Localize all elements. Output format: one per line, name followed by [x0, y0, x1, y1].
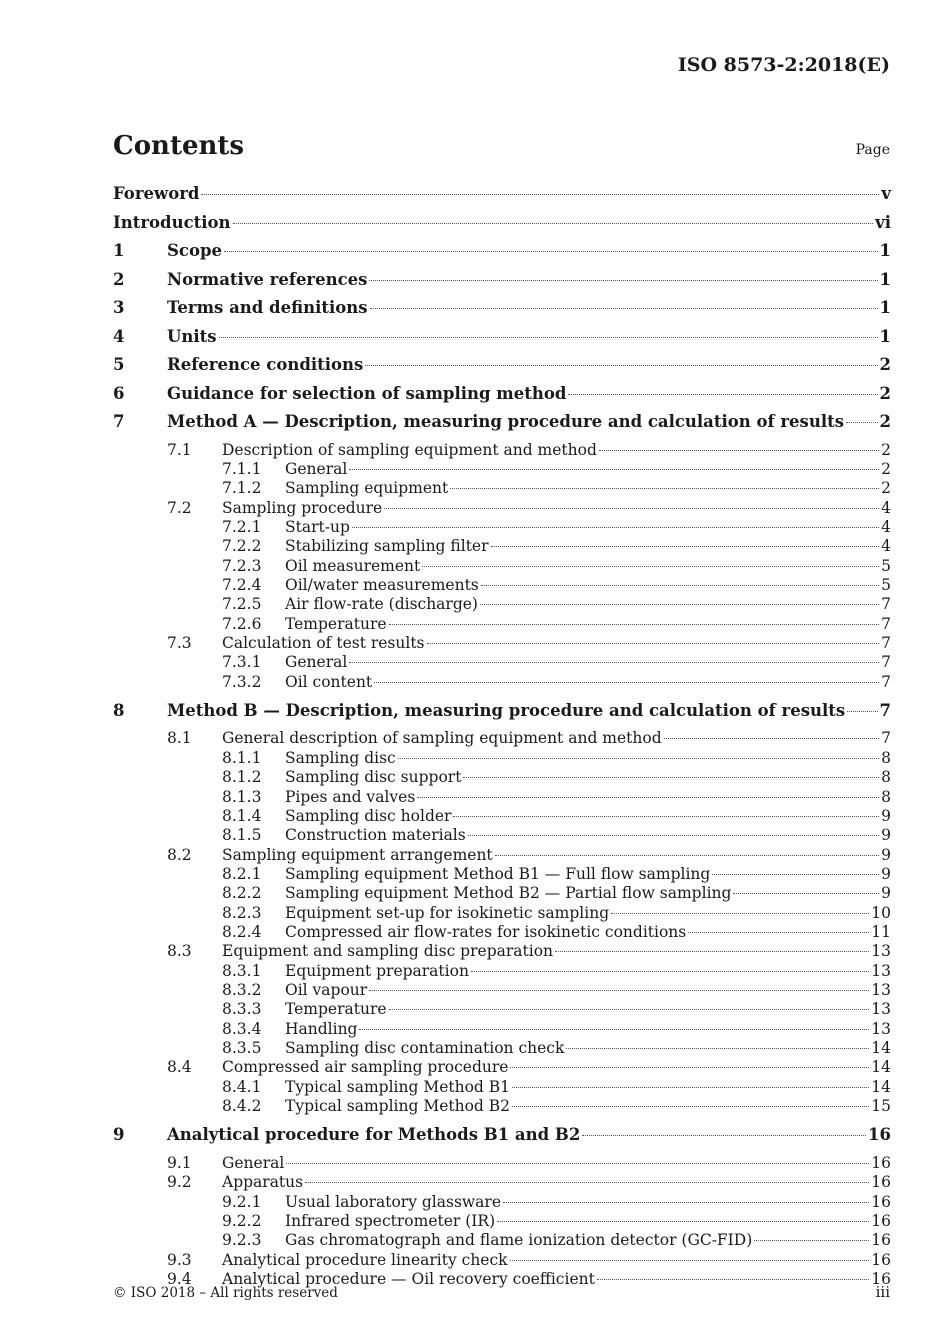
toc-entry-number: 8.3.3 — [222, 1000, 262, 1019]
toc-entry[interactable] — [113, 962, 891, 981]
dot-leader — [597, 1279, 869, 1280]
toc-entry-page[interactable]: 13 — [871, 980, 891, 999]
toc-entry[interactable] — [113, 729, 891, 748]
toc-entry-page[interactable]: 16 — [871, 1173, 891, 1192]
toc-entry[interactable] — [113, 327, 891, 356]
toc-entry-number: 8.1.2 — [222, 768, 262, 787]
toc-entry-title[interactable]: Temperature — [285, 614, 387, 633]
toc-entry[interactable] — [113, 904, 891, 923]
toc-entry[interactable] — [113, 441, 891, 460]
dot-leader — [369, 280, 877, 281]
toc-entry-page[interactable]: 5 — [881, 575, 891, 594]
dot-leader — [427, 643, 880, 644]
toc-entry-number: 9.3 — [167, 1250, 192, 1269]
toc-entry[interactable] — [113, 460, 891, 479]
toc-entry-number: 4 — [113, 326, 125, 346]
toc-entry-page[interactable]: vi — [875, 212, 891, 232]
toc-entry-number: 7.3.2 — [222, 672, 262, 691]
dot-leader — [224, 251, 878, 252]
dot-leader — [568, 394, 877, 395]
toc-entry[interactable] — [113, 1212, 891, 1231]
toc-entry-title[interactable]: Terms and definitions — [167, 298, 368, 317]
dot-leader — [510, 1067, 869, 1068]
toc-entry-title[interactable]: Method B — Description, measuring procedure and calculation of results — [167, 700, 846, 720]
toc-entry-number: 8.4.1 — [222, 1077, 262, 1096]
toc-entry[interactable] — [113, 557, 891, 576]
toc-entry-page[interactable]: 7 — [881, 595, 891, 614]
toc-entry[interactable] — [113, 826, 891, 845]
toc-entry-title[interactable]: Infrared spectrometer (IR) — [285, 1211, 496, 1230]
toc-entry[interactable] — [113, 1097, 891, 1116]
toc-entry-title[interactable]: Sampling disc contamination check — [285, 1038, 565, 1057]
dot-leader — [422, 566, 879, 567]
toc-entry-page[interactable]: 1 — [879, 269, 891, 289]
toc-entry-page[interactable]: 2 — [881, 440, 891, 459]
toc-entry[interactable] — [113, 1193, 891, 1212]
toc-entry-title[interactable]: Gas chromatograph and flame ionization detector (GC-FID) — [285, 1231, 753, 1250]
toc-entry-number: 7.3.1 — [222, 653, 262, 672]
toc-entry[interactable] — [113, 807, 891, 826]
toc-entry[interactable] — [113, 499, 891, 518]
toc-entry-number: 7.2 — [167, 498, 192, 517]
dot-leader — [497, 1221, 869, 1222]
toc-entry-number: 9.4 — [167, 1269, 192, 1288]
dot-leader — [349, 662, 879, 663]
dot-leader — [365, 365, 877, 366]
toc-entry-number: 8.2.4 — [222, 922, 262, 941]
toc-entry-page[interactable]: 4 — [881, 517, 891, 536]
toc-entry-page[interactable]: 9 — [881, 806, 891, 825]
toc-entry-page[interactable]: 7 — [881, 614, 891, 633]
toc-entry-page[interactable]: 7 — [881, 729, 891, 748]
dot-leader — [286, 1163, 869, 1164]
toc-entry-number: 7.2.3 — [222, 556, 262, 575]
toc-entry-title[interactable]: Temperature — [285, 1000, 387, 1019]
toc-entry[interactable] — [113, 270, 891, 299]
toc-entry-page[interactable]: 11 — [871, 922, 891, 941]
toc-entry-number: 7.1 — [167, 440, 192, 459]
toc-entry-title[interactable]: Analytical procedure linearity check — [222, 1250, 508, 1269]
dot-leader — [555, 951, 869, 952]
dot-leader — [847, 711, 877, 712]
page-column-label: Page — [855, 142, 890, 158]
toc-entry-page[interactable]: 10 — [871, 903, 891, 922]
toc-entry-number: 8.3.5 — [222, 1038, 262, 1057]
toc-entry-title[interactable]: Sampling disc support — [285, 768, 462, 787]
toc-entry-number: 1 — [113, 241, 125, 260]
toc-entry[interactable] — [113, 846, 891, 865]
toc-entry[interactable] — [113, 298, 891, 327]
toc-entry-title[interactable]: Usual laboratory glassware — [285, 1192, 502, 1211]
table-of-contents — [113, 184, 891, 1289]
toc-entry-number: 8.3.4 — [222, 1019, 262, 1038]
dot-leader — [352, 527, 879, 528]
toc-entry-page[interactable]: 2 — [879, 355, 891, 374]
toc-entry-number: 9.2 — [167, 1173, 192, 1192]
dot-leader — [201, 194, 879, 195]
toc-entry-number: 9 — [113, 1125, 125, 1145]
toc-entry-number: 8.2.3 — [222, 903, 262, 922]
toc-entry[interactable] — [113, 355, 891, 384]
toc-entry-title[interactable]: Calculation of test results — [222, 633, 425, 652]
toc-entry-title[interactable]: Analytical procedure — Oil recovery coefficient — [222, 1269, 595, 1288]
toc-entry-page[interactable]: 13 — [871, 1000, 891, 1019]
dot-leader — [384, 508, 879, 509]
toc-entry-number: 8.3.2 — [222, 980, 262, 999]
toc-entry-number: 9.2.3 — [222, 1231, 262, 1250]
toc-entry-number: 7.2.4 — [222, 575, 262, 594]
toc-entry-number: 3 — [113, 298, 125, 317]
toc-entry[interactable] — [113, 1231, 891, 1250]
toc-entry-title[interactable]: Pipes and valves — [285, 787, 416, 806]
toc-entry-page[interactable]: 8 — [881, 787, 891, 806]
dot-leader — [582, 1135, 866, 1136]
toc-entry-number: 5 — [113, 355, 125, 374]
toc-entry-title[interactable]: Method A — Description, measuring procedure and calculation of results — [167, 412, 845, 431]
toc-entry-title[interactable]: Apparatus — [222, 1173, 304, 1192]
toc-entry-number: 7.2.6 — [222, 614, 262, 633]
dot-leader — [370, 308, 878, 309]
toc-entry-page[interactable]: 9 — [881, 845, 891, 864]
toc-entry-title[interactable]: General description of sampling equipment and method — [222, 729, 662, 748]
dot-leader — [510, 1260, 870, 1261]
toc-entry-title[interactable]: Typical sampling Method B2 — [285, 1097, 511, 1115]
toc-entry-page[interactable]: 16 — [871, 1211, 891, 1230]
toc-entry-page[interactable]: 1 — [879, 298, 891, 317]
toc-entry-title[interactable]: Foreword — [113, 184, 200, 203]
toc-entry-title[interactable]: Compressed air flow-rates for isokinetic conditions — [285, 922, 687, 941]
toc-entry-title[interactable]: Oil measurement — [285, 556, 421, 575]
toc-entry-title[interactable]: Sampling procedure — [222, 498, 383, 517]
dot-leader — [219, 337, 878, 338]
toc-entry[interactable] — [113, 865, 891, 884]
toc-entry-page[interactable]: 16 — [871, 1269, 891, 1288]
dot-leader — [712, 874, 879, 875]
toc-entry-page[interactable]: 16 — [871, 1192, 891, 1211]
dot-leader — [359, 1029, 869, 1030]
toc-entry-page[interactable]: 8 — [881, 748, 891, 767]
toc-entry-title[interactable]: Guidance for selection of sampling method — [167, 383, 567, 403]
toc-entry-number: 7 — [113, 412, 125, 431]
toc-entry[interactable] — [113, 1000, 891, 1019]
toc-entry-title[interactable]: Description of sampling equipment and method — [222, 440, 597, 459]
toc-entry-number: 7.1.1 — [222, 459, 262, 478]
dot-leader — [733, 893, 879, 894]
toc-entry[interactable] — [113, 1020, 891, 1039]
toc-entry-page[interactable]: 13 — [871, 961, 891, 980]
dot-leader — [754, 1240, 869, 1241]
toc-entry-page[interactable]: 15 — [871, 1097, 891, 1115]
toc-entry-title[interactable]: Start-up — [285, 517, 350, 536]
dot-leader — [389, 624, 880, 625]
toc-entry-page[interactable]: 13 — [871, 942, 891, 961]
toc-entry-number: 8.1 — [167, 729, 192, 748]
toc-entry-number: 7.3 — [167, 633, 192, 652]
toc-entry-number: 8.3 — [167, 942, 192, 961]
contents-title: Contents — [113, 131, 245, 161]
toc-entry-number: 8.1.5 — [222, 826, 262, 845]
toc-entry[interactable] — [113, 1125, 891, 1154]
toc-entry-title[interactable]: Stabilizing sampling filter — [285, 537, 489, 556]
dot-leader — [417, 797, 879, 798]
toc-entry-title[interactable]: Sampling disc holder — [285, 806, 452, 825]
toc-entry-page[interactable]: 9 — [881, 826, 891, 845]
dot-leader — [688, 932, 869, 933]
toc-entry[interactable] — [113, 595, 891, 614]
toc-entry-number: 7.2.5 — [222, 595, 262, 614]
toc-entry-page[interactable]: 7 — [879, 700, 891, 720]
dot-leader — [369, 990, 869, 991]
dot-leader — [305, 1182, 869, 1183]
toc-entry-title[interactable]: Air flow-rate (discharge) — [285, 595, 478, 614]
toc-entry-number: 9.1 — [167, 1153, 192, 1172]
toc-entry-title[interactable]: Sampling equipment — [285, 479, 449, 498]
dot-leader — [468, 835, 879, 836]
toc-entry-page[interactable]: 16 — [871, 1231, 891, 1250]
toc-entry-page[interactable]: 1 — [879, 241, 891, 260]
toc-entry-number: 8.1.1 — [222, 748, 262, 767]
dot-leader — [398, 758, 879, 759]
toc-entry-page[interactable]: 2 — [879, 383, 891, 403]
toc-entry-page[interactable]: 16 — [868, 1125, 891, 1145]
dot-leader — [450, 488, 879, 489]
toc-entry-page[interactable]: 4 — [881, 498, 891, 517]
toc-entry-title[interactable]: Oil content — [285, 672, 373, 691]
toc-entry-title[interactable]: Sampling equipment arrangement — [222, 845, 493, 864]
toc-entry-title[interactable]: Equipment set-up for isokinetic sampling — [285, 903, 610, 922]
toc-entry-page[interactable]: 16 — [871, 1153, 891, 1172]
toc-entry[interactable] — [113, 576, 891, 595]
toc-entry-page[interactable]: 14 — [871, 1038, 891, 1057]
toc-entry[interactable] — [113, 1078, 891, 1097]
dot-leader — [503, 1202, 869, 1203]
dot-leader — [374, 682, 879, 683]
toc-entry-number: 8.2.1 — [222, 864, 262, 883]
toc-entry-title[interactable]: Reference conditions — [167, 355, 364, 374]
dot-leader — [481, 585, 879, 586]
dot-leader — [471, 971, 869, 972]
toc-entry-title[interactable]: Construction materials — [285, 826, 466, 845]
toc-entry-page[interactable]: 7 — [881, 672, 891, 691]
toc-entry-number: 2 — [113, 269, 125, 289]
toc-entry-title[interactable]: Introduction — [113, 212, 231, 232]
toc-entry-title[interactable]: Sampling disc — [285, 748, 396, 767]
toc-entry[interactable] — [113, 241, 891, 270]
toc-entry-title[interactable]: General — [285, 653, 348, 672]
toc-entry[interactable] — [113, 615, 891, 634]
toc-entry[interactable] — [113, 479, 891, 498]
toc-entry-number: 8 — [113, 700, 125, 720]
dot-leader — [463, 777, 879, 778]
toc-entry[interactable] — [113, 788, 891, 807]
toc-entry-page[interactable]: 2 — [881, 459, 891, 478]
toc-entry[interactable] — [113, 1058, 891, 1077]
toc-entry-number: 7.2.2 — [222, 537, 262, 556]
toc-entry-title[interactable]: Units — [167, 326, 217, 346]
toc-entry-title[interactable]: Sampling equipment Method B1 — Full flow sampling — [285, 864, 711, 883]
toc-entry[interactable] — [113, 884, 891, 903]
dot-leader — [566, 1048, 869, 1049]
toc-entry[interactable] — [113, 384, 891, 413]
toc-entry-number: 7.2.1 — [222, 517, 262, 536]
toc-entry-title[interactable]: Equipment preparation — [285, 961, 469, 980]
dot-leader — [389, 1009, 870, 1010]
standard-code: ISO 8573-2:2018(E) — [677, 54, 890, 76]
toc-entry-title[interactable]: Handling — [285, 1019, 358, 1038]
toc-entry[interactable] — [113, 673, 891, 692]
toc-entry-number: 8.1.4 — [222, 806, 262, 825]
toc-entry-page[interactable]: 7 — [881, 633, 891, 652]
toc-entry-number: 8.4.2 — [222, 1097, 262, 1115]
toc-entry-title[interactable]: Scope — [167, 241, 223, 260]
dot-leader — [611, 913, 869, 914]
dot-leader — [664, 738, 880, 739]
dot-leader — [233, 223, 874, 224]
toc-entry-title[interactable]: Oil/water measurements — [285, 575, 479, 594]
toc-entry-title[interactable]: Compressed air sampling procedure — [222, 1058, 509, 1077]
toc-entry[interactable] — [113, 1173, 891, 1192]
toc-entry-page[interactable]: 14 — [871, 1058, 891, 1077]
dot-leader — [480, 604, 879, 605]
toc-entry-title[interactable]: Analytical procedure for Methods B1 and B2 — [167, 1125, 581, 1145]
toc-entry-title[interactable]: Equipment and sampling disc preparation — [222, 942, 554, 961]
toc-entry-page[interactable]: 2 — [879, 412, 891, 431]
page-number: iii — [875, 1283, 890, 1301]
toc-entry-page[interactable]: 9 — [881, 884, 891, 903]
dot-leader — [453, 816, 879, 817]
toc-entry[interactable] — [113, 1251, 891, 1270]
toc-entry-title[interactable]: Oil vapour — [285, 980, 368, 999]
toc-entry-title[interactable]: Normative references — [167, 269, 368, 289]
toc-entry-page[interactable]: 16 — [871, 1250, 891, 1269]
toc-entry-page[interactable]: 1 — [879, 326, 891, 346]
toc-entry[interactable] — [113, 749, 891, 768]
toc-entry-number: 6 — [113, 383, 125, 403]
toc-entry[interactable] — [113, 1154, 891, 1173]
toc-entry-number: 8.4 — [167, 1058, 192, 1077]
toc-entry-page[interactable]: 7 — [881, 653, 891, 672]
toc-entry[interactable] — [113, 942, 891, 961]
toc-entry[interactable] — [113, 1039, 891, 1058]
toc-entry[interactable] — [113, 518, 891, 537]
toc-entry-title[interactable]: General — [285, 459, 348, 478]
dot-leader — [495, 855, 879, 856]
toc-entry-number: 7.1.2 — [222, 479, 262, 498]
toc-entry[interactable] — [113, 184, 891, 213]
toc-entry-page[interactable]: 4 — [881, 537, 891, 556]
dot-leader — [349, 469, 879, 470]
toc-entry-number: 8.2 — [167, 845, 192, 864]
toc-entry[interactable] — [113, 768, 891, 787]
toc-entry[interactable] — [113, 701, 891, 730]
dot-leader — [491, 546, 880, 547]
toc-entry-title[interactable]: General — [222, 1153, 285, 1172]
toc-entry[interactable] — [113, 412, 891, 441]
copyright-notice: © ISO 2018 – All rights reserved — [113, 1285, 338, 1301]
toc-entry-page[interactable]: 14 — [871, 1077, 891, 1096]
toc-entry-page[interactable]: 13 — [871, 1019, 891, 1038]
toc-entry-number: 8.3.1 — [222, 961, 262, 980]
toc-entry-page[interactable]: v — [881, 184, 891, 203]
toc-entry[interactable] — [113, 923, 891, 942]
toc-entry-page[interactable]: 9 — [881, 864, 891, 883]
dot-leader — [599, 450, 879, 451]
toc-entry[interactable] — [113, 213, 891, 242]
toc-entry[interactable] — [113, 634, 891, 653]
dot-leader — [512, 1087, 869, 1088]
dot-leader — [846, 422, 878, 423]
toc-entry-number: 9.2.2 — [222, 1211, 262, 1230]
toc-entry-title[interactable]: Sampling equipment Method B2 — Partial flow sampling — [285, 884, 732, 903]
toc-entry[interactable] — [113, 537, 891, 556]
toc-entry-page[interactable]: 8 — [881, 768, 891, 787]
toc-entry-number: 8.1.3 — [222, 787, 262, 806]
dot-leader — [512, 1106, 869, 1107]
toc-entry-number: 9.2.1 — [222, 1192, 262, 1211]
toc-entry-page[interactable]: 2 — [881, 479, 891, 498]
toc-entry[interactable] — [113, 653, 891, 672]
toc-entry-number: 8.2.2 — [222, 884, 262, 903]
toc-entry[interactable] — [113, 981, 891, 1000]
toc-entry-title[interactable]: Typical sampling Method B1 — [285, 1077, 511, 1096]
toc-entry-page[interactable]: 5 — [881, 556, 891, 575]
